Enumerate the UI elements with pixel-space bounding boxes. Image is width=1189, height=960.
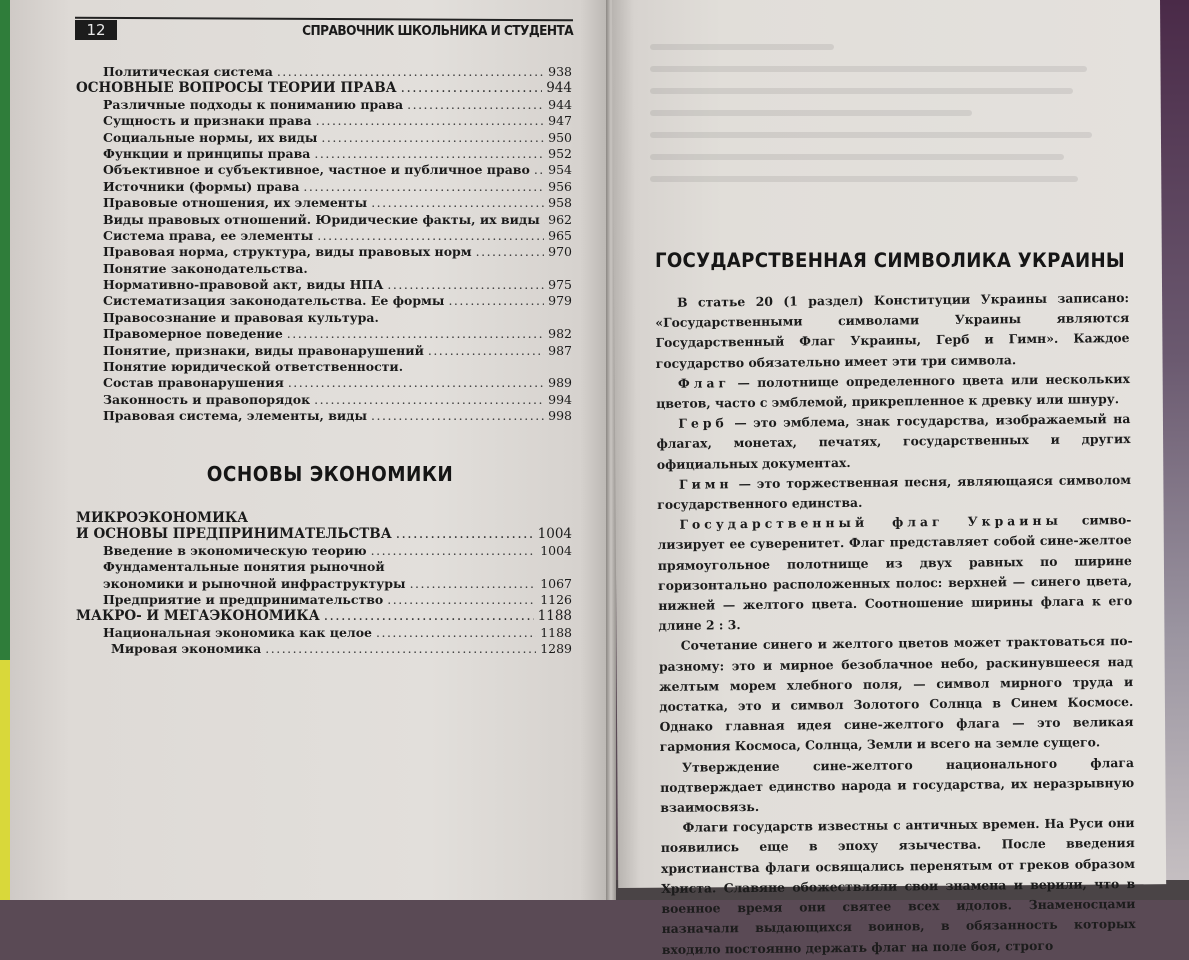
toc-entry-title: МАКРО- И МЕГАЭКОНОМИКА <box>76 608 320 624</box>
toc-entry <box>76 576 572 592</box>
section-title-economics: ОСНОВЫ ЭКОНОМИКИ <box>82 462 579 486</box>
toc-leader-dots <box>317 228 544 244</box>
paragraph-text: — полотнище определенного цвета или нескольких цветов, часто с эмблемой, прикрепленное к древку или шнуру. <box>656 371 1130 411</box>
article-paragraph <box>657 470 1131 515</box>
toc-leader-dots <box>534 162 544 178</box>
toc-entry <box>76 212 572 228</box>
toc-entry <box>76 64 572 80</box>
toc-leader-dots <box>476 244 545 260</box>
toc-entry-title: Социальные нормы, их виды <box>103 130 317 146</box>
toc-entry-title: Понятие юридической ответственности. <box>103 359 403 375</box>
toc-entry-page: 1289 <box>540 641 572 657</box>
toc-entry <box>76 244 572 260</box>
toc-entry-title: Правовая система, элементы, виды <box>103 408 367 424</box>
toc-economics-section <box>76 510 572 658</box>
toc-entry-title: Систематизация законодательства. Ее формы <box>103 293 444 309</box>
paragraph-lead-term: Флаг <box>678 375 730 391</box>
toc-entry-title: Предприятие и предпринимательство <box>103 592 383 608</box>
toc-entry <box>76 625 572 641</box>
toc-entry <box>76 408 572 424</box>
toc-entry-page: 938 <box>548 64 572 80</box>
toc-entry-title: Функции и принципы права <box>103 146 310 162</box>
toc-entry <box>76 543 572 559</box>
toc-entry-title: Понятие, признаки, виды правонарушений <box>103 343 424 359</box>
toc-entry <box>76 608 572 624</box>
toc-entry-title: МИКРОЭКОНОМИКА <box>76 510 248 526</box>
paragraph-lead-term: Герб <box>678 415 728 431</box>
paragraph-text: символизирует ее суверенитет. Флаг представляет собой сине-желтое прямоугольное полотнище из двух равных по ширине горизонтально расположенных полос: верхней — синего цвета, нижней — желтого цвета. Соотношение ширины флага к его длине 2 : 3. <box>658 512 1133 633</box>
toc-entry-page: 975 <box>548 277 572 293</box>
toc-entry-page: 956 <box>548 179 572 195</box>
article-paragraph <box>659 631 1134 757</box>
toc-entry-title: Нормативно-правовой акт, виды НПА <box>103 277 383 293</box>
toc-leader-dots <box>401 80 543 96</box>
toc-entry <box>76 277 572 293</box>
paragraph-lead-term: Государственный флаг Украины <box>679 513 1062 532</box>
page-number: 12 <box>75 20 117 40</box>
toc-entry-page: 994 <box>548 392 572 408</box>
toc-entry-page: 970 <box>548 244 572 260</box>
toc-leader-dots <box>287 326 544 342</box>
toc-leader-dots <box>448 293 544 309</box>
toc-entry-page: 958 <box>548 195 572 211</box>
toc-entry-page: 987 <box>548 343 572 359</box>
toc-entry-title: Состав правонарушения <box>103 375 284 391</box>
toc-entry-page: 944 <box>546 80 572 96</box>
paragraph-lead-term: Гимн <box>679 476 733 492</box>
toc-entry-title: Правовая норма, структура, виды правовых норм <box>103 244 472 260</box>
toc-leader-dots <box>371 408 544 424</box>
page-header <box>75 18 573 40</box>
article-paragraph <box>656 369 1130 414</box>
toc-entry <box>76 179 572 195</box>
toc-entry <box>76 592 572 608</box>
article-paragraph <box>657 510 1132 636</box>
article-paragraph <box>655 288 1130 374</box>
toc-entry <box>76 195 572 211</box>
running-title: СПРАВОЧНИК ШКОЛЬНИКА И СТУДЕНТА <box>302 23 573 39</box>
toc-leader-dots <box>371 543 537 559</box>
toc-entry-title: Правомерное поведение <box>103 326 283 342</box>
toc-entry <box>76 392 572 408</box>
article-title: ГОСУДАРСТВЕННАЯ СИМВОЛИКА УКРАИНЫ <box>655 249 1125 272</box>
toc-entry-page: 1067 <box>540 576 572 592</box>
toc-entry-title: Введение в экономическую теорию <box>103 543 367 559</box>
toc-entry-page: 979 <box>548 293 572 309</box>
toc-entry-title: Система права, ее элементы <box>103 228 313 244</box>
toc-leader-dots <box>396 526 534 542</box>
toc-entry <box>76 359 572 375</box>
toc-entry-title: Виды правовых отношений. Юридические факты, их виды <box>103 212 540 228</box>
toc-entry-title: Источники (формы) права <box>103 179 299 195</box>
article-paragraph <box>661 813 1136 959</box>
toc-entry <box>76 559 572 575</box>
toc-leader-dots <box>314 146 544 162</box>
toc-entry-page: 1188 <box>538 608 572 624</box>
toc-law-section <box>76 64 572 425</box>
paragraph-text: Утверждение сине-желтого национального флага подтверждает единство народа и государства, их неразрывную взаимосвязь. <box>660 755 1134 815</box>
toc-leader-dots <box>288 375 544 391</box>
toc-entry-title: Фундаментальные понятия рыночной <box>103 559 385 575</box>
toc-leader-dots <box>428 343 544 359</box>
toc-entry <box>76 261 572 277</box>
toc-entry <box>76 80 572 96</box>
toc-leader-dots <box>371 195 544 211</box>
toc-entry-page: 1004 <box>540 543 572 559</box>
toc-entry-title: И ОСНОВЫ ПРЕДПРИНИМАТЕЛЬСТВА <box>76 526 392 542</box>
toc-entry <box>76 130 572 146</box>
bleed-through-text <box>650 28 1110 218</box>
toc-leader-dots <box>387 277 544 293</box>
toc-leader-dots <box>316 113 545 129</box>
toc-entry <box>76 375 572 391</box>
toc-leader-dots <box>410 576 537 592</box>
toc-entry-title: Мировая экономика <box>111 641 261 657</box>
toc-leader-dots <box>314 392 544 408</box>
toc-entry <box>76 228 572 244</box>
toc-entry <box>76 97 572 113</box>
toc-entry <box>76 310 572 326</box>
toc-entry-title: Политическая система <box>103 64 273 80</box>
toc-entry-title: ОСНОВНЫЕ ВОПРОСЫ ТЕОРИИ ПРАВА <box>76 80 397 96</box>
toc-entry-title: Правосознание и правовая культура. <box>103 310 379 326</box>
toc-entry-title: Правовые отношения, их элементы <box>103 195 367 211</box>
toc-leader-dots <box>324 608 534 624</box>
article-paragraph <box>660 753 1135 819</box>
paragraph-text: — это торжественная песня, являющаяся символом государственного единства. <box>657 472 1131 512</box>
toc-leader-dots <box>321 130 544 146</box>
toc-entry-title: экономики и рыночной инфраструктуры <box>103 576 406 592</box>
toc-entry <box>76 343 572 359</box>
toc-entry <box>76 526 572 542</box>
toc-entry-page: 1188 <box>540 625 572 641</box>
toc-entry-page: 989 <box>548 375 572 391</box>
paragraph-text: Сочетание синего и желтого цветов может трактоваться по-разному: это и мирное безоблачное небо, раскинувшееся над желтым морем хлебного поля, — символ мирного труда и достатка, это и символ Золотого Солнца в Синем Космосе. Однако главная идея сине-желтого флага — это великая гармония Космоса, Солнца, Земли и всего на земле сущего. <box>659 633 1134 754</box>
toc-entry-page: 965 <box>548 228 572 244</box>
toc-entry-title: Законность и правопорядок <box>103 392 310 408</box>
toc-leader-dots <box>407 97 544 113</box>
toc-leader-dots <box>277 64 544 80</box>
toc-entry-page: 1004 <box>538 526 572 542</box>
toc-leader-dots <box>387 592 536 608</box>
article-body <box>655 288 1136 960</box>
paragraph-text: Флаги государств известны с античных времен. На Руси они появились еще в эпоху язычества. После введения христианства флаги освящались перенятым от греков образом Христа. Славяне обожествляли свои знамена и верили, что в военное время они святее всех идолов. Знаменосцами назначали выдающихся воинов, в обязанность которых входило постоянно держать флаг на поле боя, строго <box>661 815 1136 956</box>
toc-leader-dots <box>303 179 544 195</box>
toc-entry-page: 947 <box>548 113 572 129</box>
toc-leader-dots <box>376 625 536 641</box>
paragraph-text: В статье 20 (1 раздел) Конституции Украины записано: «Государственными символами Украины являются Государственный Флаг Украины, Герб и Гимн». Каждое государство обязательно имеет эти три символа. <box>655 290 1129 371</box>
toc-entry-title: Объективное и субъективное, частное и публичное право <box>103 162 530 178</box>
toc-leader-dots <box>265 641 536 657</box>
toc-entry <box>76 293 572 309</box>
toc-entry-title: Понятие законодательства. <box>103 261 308 277</box>
toc-entry-page: 952 <box>548 146 572 162</box>
toc-entry-page: 998 <box>548 408 572 424</box>
toc-entry-page: 1126 <box>540 592 572 608</box>
toc-entry-page: 982 <box>548 326 572 342</box>
toc-entry <box>76 146 572 162</box>
toc-entry-title: Различные подходы к пониманию права <box>103 97 403 113</box>
toc-entry-page: 954 <box>548 162 572 178</box>
toc-entry <box>76 641 572 657</box>
article-paragraph <box>656 409 1131 475</box>
toc-entry <box>76 113 572 129</box>
header-rule <box>75 17 573 22</box>
toc-entry <box>76 510 572 526</box>
toc-entry-page: 962 <box>548 212 572 228</box>
toc-entry <box>76 326 572 342</box>
toc-entry-page: 944 <box>548 97 572 113</box>
toc-entry-title: Сущность и признаки права <box>103 113 312 129</box>
paragraph-text: — это эмблема, знак государства, изображаемый на флагах, монетах, печатях, государственных и других официальных документах. <box>657 411 1131 471</box>
toc-entry <box>76 162 572 178</box>
toc-entry-title: Национальная экономика как целое <box>103 625 372 641</box>
toc-entry-page: 950 <box>548 130 572 146</box>
